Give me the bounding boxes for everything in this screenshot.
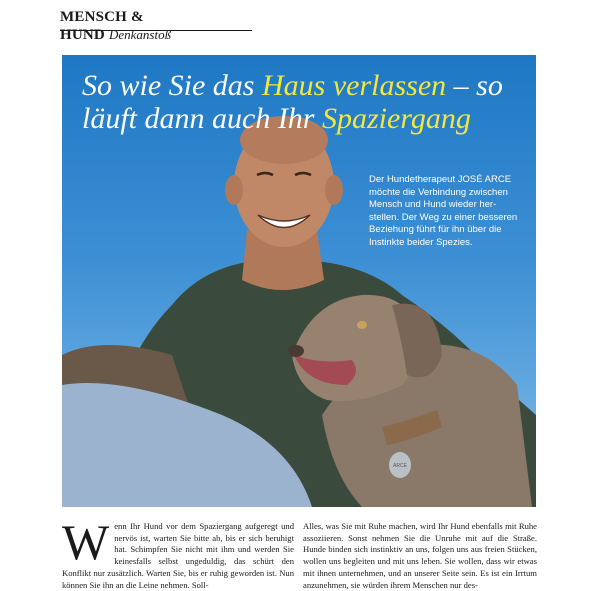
headline-part2: – so läuft dann auch Ihr — [82, 69, 503, 135]
section-subtitle: Denkanstoß — [108, 27, 172, 42]
section-header — [60, 8, 252, 43]
article-headline — [82, 69, 522, 135]
headline-highlight2: Spaziergang — [322, 102, 471, 135]
column-1-text: enn Ihr Hund vor dem Spaziergang aufgeregt und nervös ist, warten Sie bitte ab, bis er sich beruhigt hat. Schimpfen Sie nicht mit ihm und werden Sie keinesfalls selbst ungeduldig, das schürt den Konflikt nur zusätzlich. Warten Sie, bis er ruhig geworden ist. Nun können Sie ihn an die Leine nehmen. Soll- — [62, 521, 294, 590]
article-column-1 — [62, 514, 294, 591]
section-title: MENSCH & HUND — [60, 9, 144, 43]
article-intro: Der Hundetherapeut JOSÉ ARCE möchte die Verbindung zwischen Mensch und Hund wieder her-stellen. Der Weg zu einer besseren Beziehung führt für ihn über die Instinkte beider Spezies. — [369, 174, 518, 248]
drop-cap: W — [62, 514, 110, 570]
article-column-2: Alles, was Sie mit Ruhe machen, wird Ihr Hund ebenfalls mit Ruhe assoziieren. Sonst nehmen Sie die Unruhe mit auf die Straße. Hunde binden sich instinktiv an uns, folgen uns aus freien Stücken, wollen uns begleiten und mit uns leben. Sie wollen, dass wir etwas mit ihnen unternehmen, und an unserer Seite sein. Es ist ein Irrtum anzunehmen, sie würden ihrem Menschen nur des- — [303, 521, 537, 590]
headline-highlight1: Haus verlassen — [262, 69, 447, 102]
headline-part1: So wie Sie das — [82, 69, 262, 102]
hero-photo — [62, 55, 536, 507]
dog-tag-text: ARCE — [393, 463, 407, 469]
